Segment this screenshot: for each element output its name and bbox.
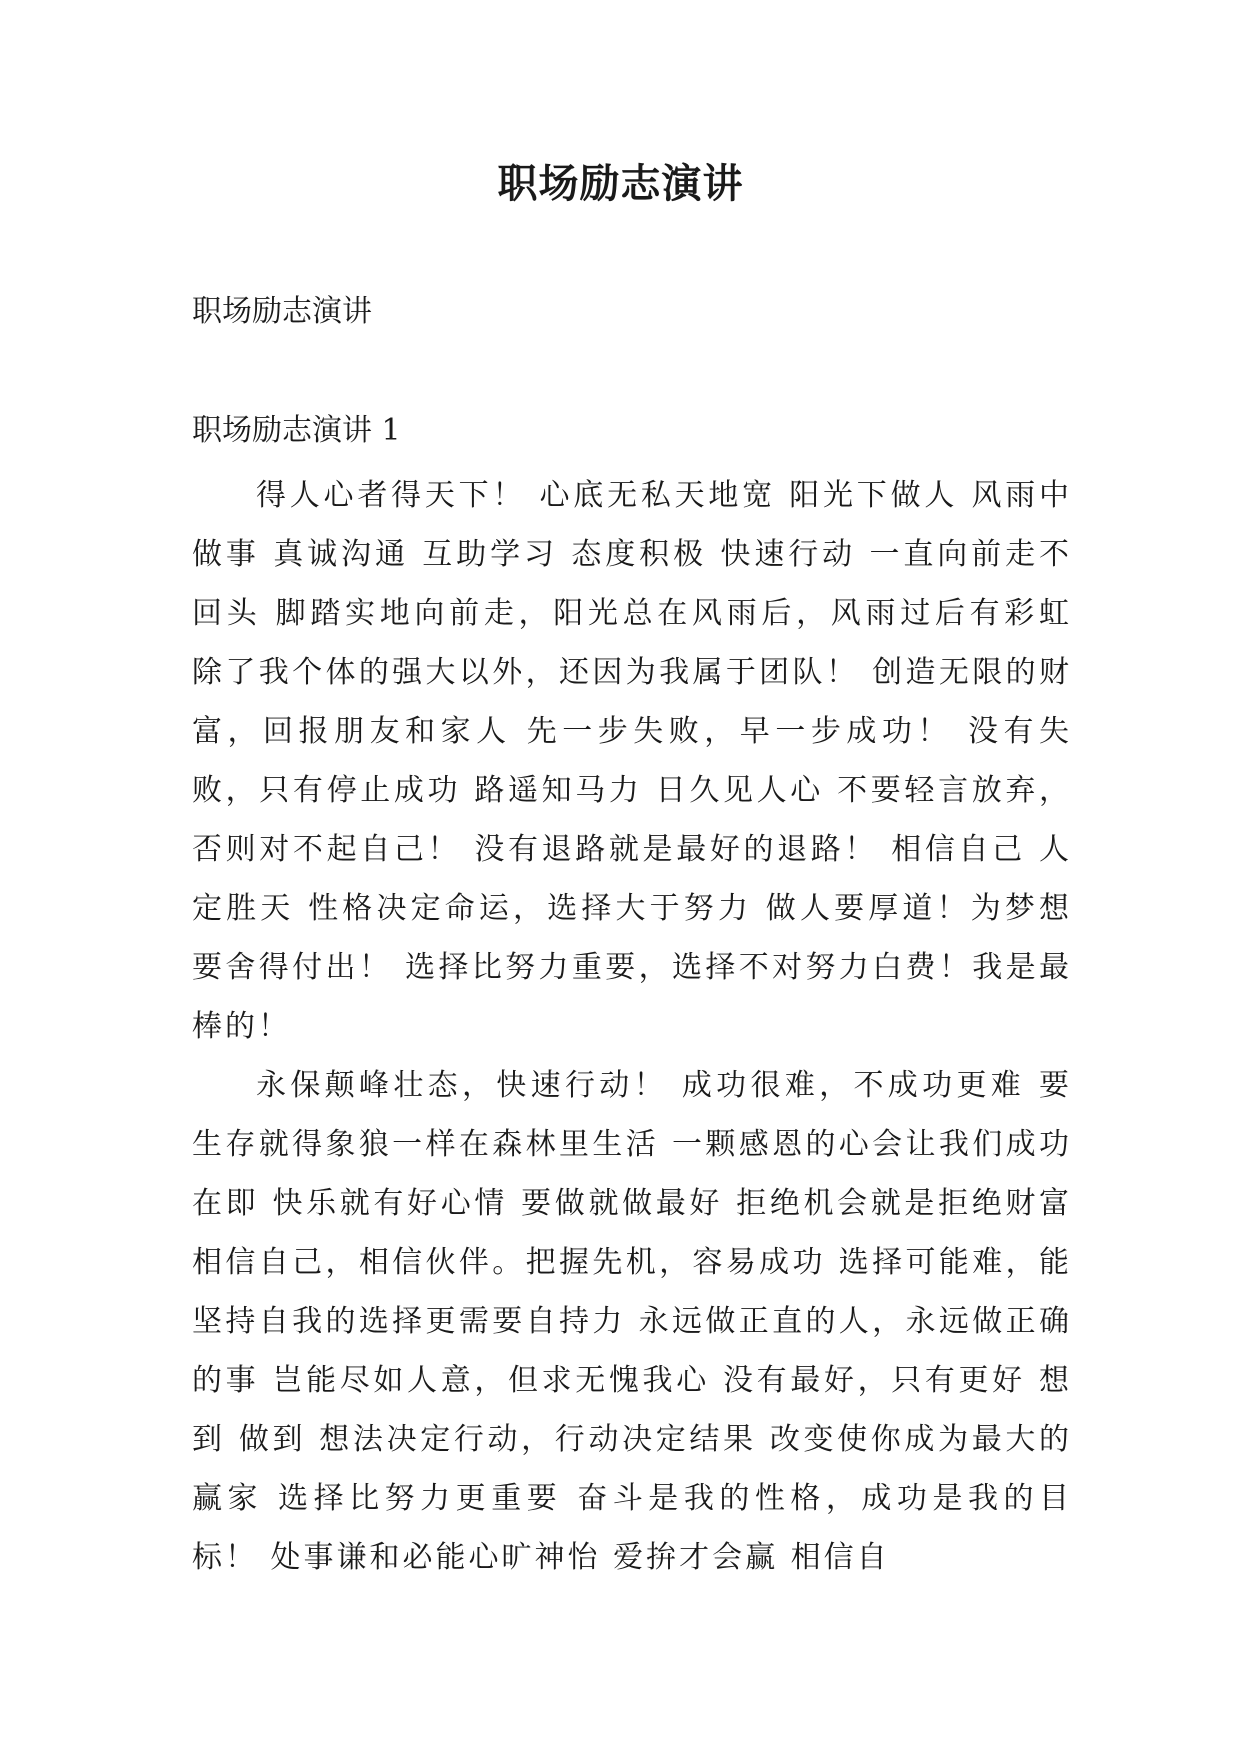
document-title: 职场励志演讲 xyxy=(497,160,744,207)
body-text xyxy=(192,466,1072,1587)
section-heading: 职场励志演讲 1 xyxy=(192,413,401,448)
paragraph-1: 得人心者得天下！ 心底无私天地宽 阳光下做人 风雨中做事 真诚沟通 互助学习 态度积极 快速行动 一直向前走不回头 脚踏实地向前走，阳光总在风雨后，风雨过后有彩虹 除了我个体的强大以外，还因为我属于团队！ 创造无限的财富，回报朋友和家人 先一步失败，早一步成功！ 没有失败，只有停止成功 路遥知马力 日久见人心 不要轻言放弃，否则对不起自己！ 没有退路就是最好的退路！ 相信自己 人定胜天 性格决定命运，选择大于努力 做人要厚道！为梦想要舍得付出！ 选择比努力重要，选择不对努力白费！我是最棒的！ xyxy=(192,478,1072,1044)
paragraph-2: 永保颠峰壮态，快速行动！ 成功很难，不成功更难 要生存就得象狼一样在森林里生活 一颗感恩的心会让我们成功在即 快乐就有好心情 要做就做最好 拒绝机会就是拒绝财富 相信自己，相信伙伴。把握先机，容易成功 选择可能难，能坚持自我的选择更需要自持力 永远做正直的人，永远做正确的事 岂能尽如人意，但求无愧我心 没有最好，只有更好 想到 做到 想法决定行动，行动决定结果 改变使你成为最大的赢家 选择比努力更重要 奋斗是我的性格，成功是我的目标！ 处事谦和必能心旷神怡 爱拚才会赢 相信自 xyxy=(192,1068,1072,1575)
document-subtitle: 职场励志演讲 xyxy=(192,294,372,329)
